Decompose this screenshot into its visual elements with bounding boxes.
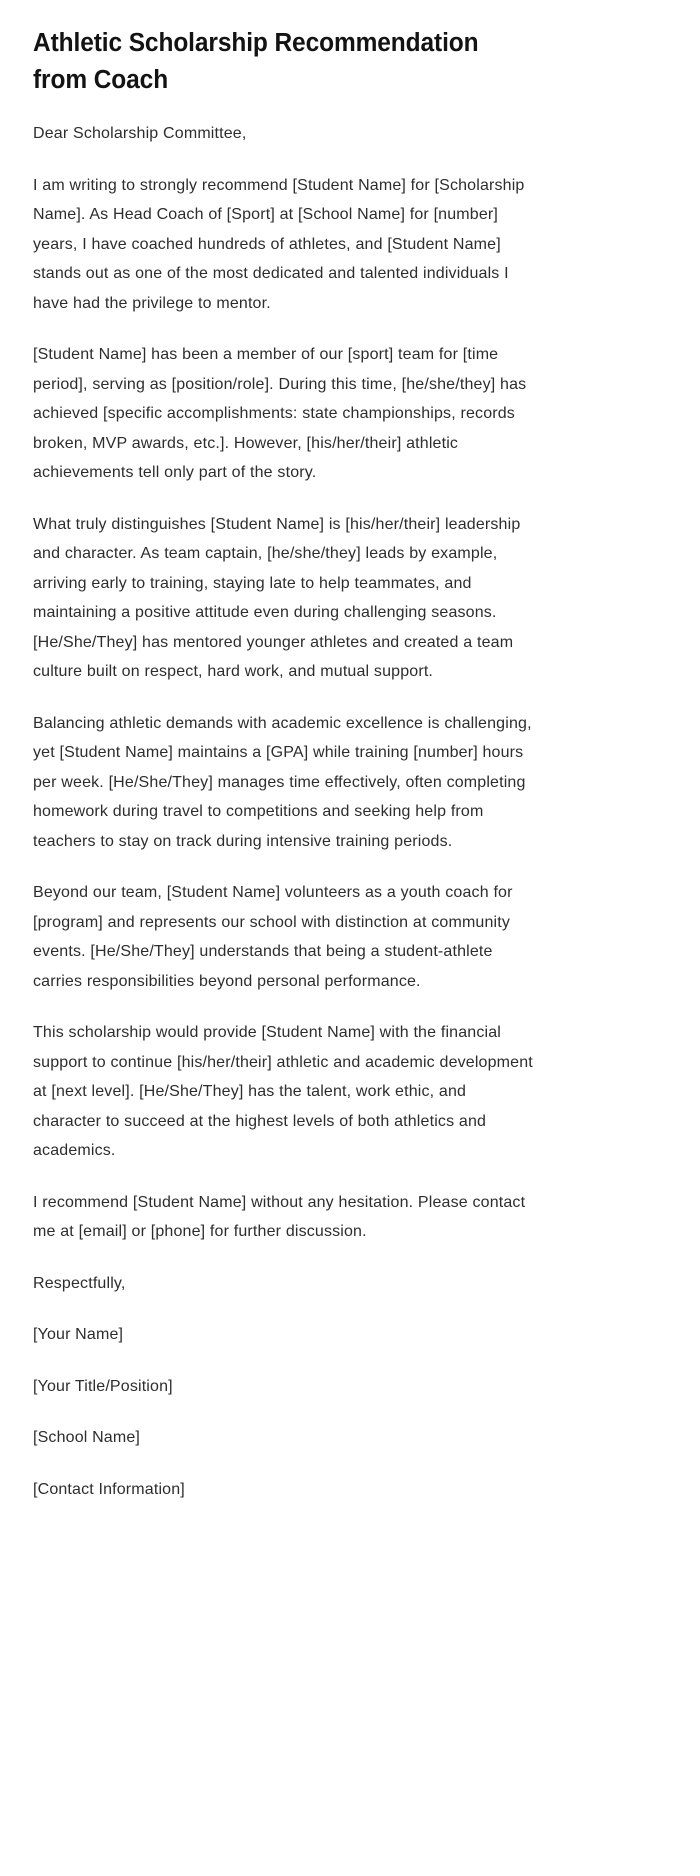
closing: Respectfully, bbox=[33, 1274, 126, 1292]
paragraph-academics: Balancing athletic demands with academic excellence is challenging, yet [Student Name] maintains a [GPA] while training [number] hours per week. [He/She/They] manages time effectively, often completing homework during travel to competitions and seeking help from teachers to stay on track during intensive training periods. bbox=[33, 714, 532, 850]
salutation: Dear Scholarship Committee, bbox=[33, 125, 247, 142]
paragraph-leadership: What truly distinguishes [Student Name] is [his/her/their] leadership and character. As team captain, [he/she/they] leads by example, arriving early to training, staying late to help teammates, and maintaining a positive attitude even during challenging seasons. [He/She/They] has mentored younger athletes and created a team culture built on respect, hard work, and mutual support. bbox=[33, 515, 521, 680]
signature-contact: [Contact Information] bbox=[33, 1480, 185, 1498]
paragraph-intro: I am writing to strongly recommend [Student Name] for [Scholarship Name]. As Head Coach of [Sport] at [School Name] for [number] years, I have coached hundreds of athletes, and [Student Name] stands out as one of the most dedicated and talented individuals I have had the privilege to mentor. bbox=[33, 176, 525, 312]
signature-school: [School Name] bbox=[33, 1429, 141, 1446]
page-title: Athletic Scholarship Recommendation from Coach bbox=[33, 29, 479, 94]
signature-title: [Your Title/Position] bbox=[33, 1377, 173, 1395]
paragraph-scholarship-impact: This scholarship would provide [Student Name] with the financial support to continue [his/her/their] athletic and academic development at [next level]. [He/She/They] has the talent, work ethic, and character to succeed at the highest levels of both athletics and academics. bbox=[33, 1024, 533, 1159]
signature-name: [Your Name] bbox=[33, 1326, 124, 1343]
paragraph-recommendation: I recommend [Student Name] without any hesitation. Please contact me at [email] or [phone] for further discussion. bbox=[33, 1193, 526, 1240]
paragraph-community: Beyond our team, [Student Name] volunteers as a youth coach for [program] and represents our school with distinction at community events. [He/She/They] understands that being a student-athlete carries responsibilities beyond personal performance. bbox=[33, 884, 513, 990]
letter-body bbox=[33, 25, 535, 1504]
paragraph-team-history: [Student Name] has been a member of our [sport] team for [time period], serving as [position/role]. During this time, [he/she/they] has achieved [specific accomplishments: state championships, records broken, MVP awards, etc.]. However, [his/her/their] athletic achievements tell only part of the story. bbox=[33, 346, 527, 481]
